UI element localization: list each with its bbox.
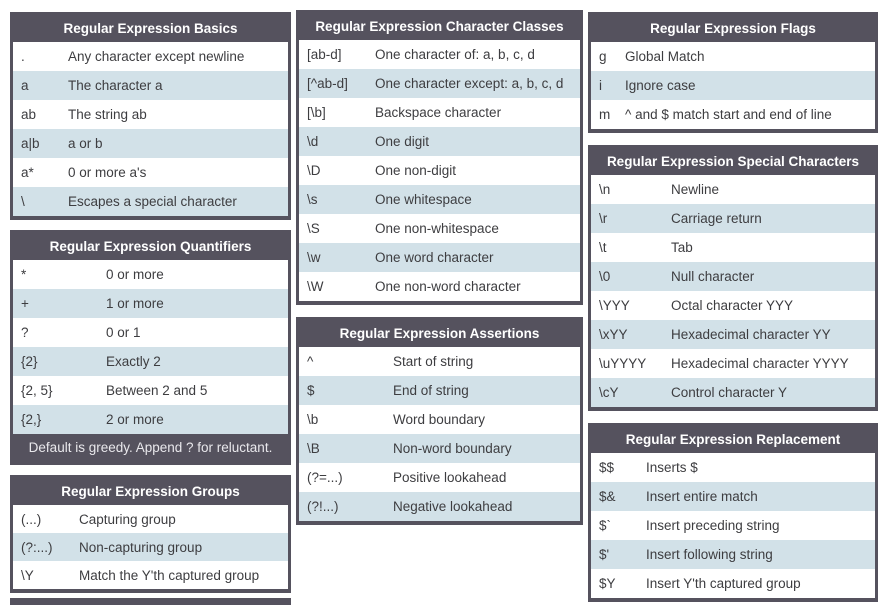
- pattern-cell: $$: [591, 453, 638, 482]
- pattern-cell: ^: [299, 347, 385, 376]
- pattern-cell: \D: [299, 156, 367, 185]
- description-cell: One non-word character: [367, 272, 580, 301]
- pattern-cell: [ab-d]: [299, 40, 367, 69]
- table-row: [591, 71, 875, 100]
- table-row: [13, 347, 288, 376]
- pattern-cell: \B: [299, 434, 385, 463]
- table-row: [591, 569, 875, 598]
- description-cell: Insert following string: [638, 540, 875, 569]
- table-row: [13, 405, 288, 434]
- pattern-cell: (...): [13, 505, 71, 533]
- description-cell: Tab: [663, 233, 875, 262]
- description-cell: Backspace character: [367, 98, 580, 127]
- card-regex-flags: [588, 12, 878, 133]
- table-row: [591, 540, 875, 569]
- table-row: [591, 482, 875, 511]
- description-cell: Control character Y: [663, 378, 875, 407]
- pattern-cell: \b: [299, 405, 385, 434]
- regex-basics-table: [13, 42, 288, 216]
- description-cell: The character a: [60, 71, 288, 100]
- pattern-cell: \xYY: [591, 320, 663, 349]
- table-row: [13, 561, 288, 589]
- pattern-cell: i: [591, 71, 617, 100]
- description-cell: Non-word boundary: [385, 434, 580, 463]
- table-row: [591, 262, 875, 291]
- description-cell: 1 or more: [98, 289, 288, 318]
- description-cell: Match the Y'th captured group: [71, 561, 288, 589]
- table-row: [299, 214, 580, 243]
- description-cell: One whitespace: [367, 185, 580, 214]
- pattern-cell: \cY: [591, 378, 663, 407]
- description-cell: Carriage return: [663, 204, 875, 233]
- card-regex-quantifiers: [10, 230, 291, 465]
- description-cell: End of string: [385, 376, 580, 405]
- table-row: [591, 100, 875, 129]
- table-row: [13, 318, 288, 347]
- table-row: [13, 129, 288, 158]
- column-right: [588, 12, 878, 610]
- pattern-cell: a: [13, 71, 60, 100]
- card-title-special-characters: Regular Expression Special Characters: [591, 148, 875, 175]
- description-cell: 0 or more a's: [60, 158, 288, 187]
- description-cell: Non-capturing group: [71, 533, 288, 561]
- description-cell: Insert preceding string: [638, 511, 875, 540]
- regex-groups-table: [13, 505, 288, 589]
- pattern-cell: \YYY: [591, 291, 663, 320]
- pattern-cell: \w: [299, 243, 367, 272]
- table-row: [591, 291, 875, 320]
- pattern-cell: \n: [591, 175, 663, 204]
- table-row: [299, 69, 580, 98]
- description-cell: Escapes a special character: [60, 187, 288, 216]
- regex-quantifiers-table: [13, 260, 288, 434]
- description-cell: Word boundary: [385, 405, 580, 434]
- pattern-cell: \W: [299, 272, 367, 301]
- pattern-cell: a*: [13, 158, 60, 187]
- description-cell: 0 or more: [98, 260, 288, 289]
- pattern-cell: \0: [591, 262, 663, 291]
- table-row: [299, 405, 580, 434]
- pattern-cell: (?=...): [299, 463, 385, 492]
- description-cell: Start of string: [385, 347, 580, 376]
- pattern-cell: \r: [591, 204, 663, 233]
- regex-special-characters-table: [591, 175, 875, 407]
- card-regex-character-classes: [296, 10, 583, 305]
- description-cell: Hexadecimal character YYYY: [663, 349, 875, 378]
- table-row: [591, 204, 875, 233]
- description-cell: Insert Y'th captured group: [638, 569, 875, 598]
- pattern-cell: (?:...): [13, 533, 71, 561]
- table-row: [591, 453, 875, 482]
- table-row: [299, 492, 580, 521]
- card-title-replacement: Regular Expression Replacement: [591, 426, 875, 453]
- regex-replacement-table: [591, 453, 875, 598]
- table-row: [299, 243, 580, 272]
- card-regex-groups: [10, 475, 291, 593]
- description-cell: 2 or more: [98, 405, 288, 434]
- description-cell: a or b: [60, 129, 288, 158]
- table-row: [299, 463, 580, 492]
- card-regex-assertions: [296, 317, 583, 525]
- description-cell: Negative lookahead: [385, 492, 580, 521]
- table-row: [13, 533, 288, 561]
- table-row: [591, 233, 875, 262]
- pattern-cell: \t: [591, 233, 663, 262]
- pattern-cell: \Y: [13, 561, 71, 589]
- table-row: [299, 98, 580, 127]
- description-cell: Newline: [663, 175, 875, 204]
- description-cell: Between 2 and 5: [98, 376, 288, 405]
- description-cell: Insert entire match: [638, 482, 875, 511]
- pattern-cell: [^ab-d]: [299, 69, 367, 98]
- column-left: [10, 12, 291, 605]
- card-title-flags: Regular Expression Flags: [591, 15, 875, 42]
- table-row: [13, 100, 288, 129]
- pattern-cell: $: [299, 376, 385, 405]
- table-row: [299, 156, 580, 185]
- description-cell: Inserts $: [638, 453, 875, 482]
- pattern-cell: $`: [591, 511, 638, 540]
- description-cell: Hexadecimal character YY: [663, 320, 875, 349]
- card-regex-replacement: [588, 423, 878, 602]
- description-cell: ^ and $ match start and end of line: [617, 100, 875, 129]
- pattern-cell: {2,}: [13, 405, 98, 434]
- pattern-cell: $&: [591, 482, 638, 511]
- description-cell: 0 or 1: [98, 318, 288, 347]
- table-row: [13, 42, 288, 71]
- pattern-cell: .: [13, 42, 60, 71]
- table-row: [591, 175, 875, 204]
- description-cell: One non-digit: [367, 156, 580, 185]
- description-cell: Any character except newline: [60, 42, 288, 71]
- pattern-cell: \s: [299, 185, 367, 214]
- description-cell: Exactly 2: [98, 347, 288, 376]
- table-row: [13, 158, 288, 187]
- pattern-cell: \d: [299, 127, 367, 156]
- description-cell: Ignore case: [617, 71, 875, 100]
- description-cell: One character of: a, b, c, d: [367, 40, 580, 69]
- description-cell: Null character: [663, 262, 875, 291]
- table-row: [299, 347, 580, 376]
- table-row: [13, 289, 288, 318]
- pattern-cell: +: [13, 289, 98, 318]
- pattern-cell: $': [591, 540, 638, 569]
- pattern-cell: \: [13, 187, 60, 216]
- quantifiers-footnote: Default is greedy. Append ? for reluctant.: [13, 434, 288, 461]
- card-regex-basics: [10, 12, 291, 220]
- pattern-cell: {2}: [13, 347, 98, 376]
- regex-assertions-table: [299, 347, 580, 521]
- pattern-cell: \S: [299, 214, 367, 243]
- table-row: [13, 71, 288, 100]
- column-middle: [296, 10, 583, 537]
- description-cell: One digit: [367, 127, 580, 156]
- card-title-assertions: Regular Expression Assertions: [299, 320, 580, 347]
- regex-flags-table: [591, 42, 875, 129]
- card-title-character-classes: Regular Expression Character Classes: [299, 13, 580, 40]
- description-cell: Capturing group: [71, 505, 288, 533]
- table-row: [591, 378, 875, 407]
- description-cell: Octal character YYY: [663, 291, 875, 320]
- regex-character-classes-table: [299, 40, 580, 301]
- table-row: [299, 272, 580, 301]
- table-row: [299, 40, 580, 69]
- table-row: [13, 376, 288, 405]
- table-row: [13, 505, 288, 533]
- table-row: [13, 187, 288, 216]
- description-cell: Positive lookahead: [385, 463, 580, 492]
- table-row: [13, 260, 288, 289]
- pattern-cell: $Y: [591, 569, 638, 598]
- pattern-cell: (?!...): [299, 492, 385, 521]
- card-title-groups: Regular Expression Groups: [13, 478, 288, 505]
- table-row: [299, 376, 580, 405]
- card-title-basics: Regular Expression Basics: [13, 15, 288, 42]
- description-cell: One character except: a, b, c, d: [367, 69, 580, 98]
- table-row: [591, 511, 875, 540]
- cutoff-card-top-edge: [10, 598, 291, 605]
- pattern-cell: {2, 5}: [13, 376, 98, 405]
- pattern-cell: [\b]: [299, 98, 367, 127]
- table-row: [299, 434, 580, 463]
- table-row: [591, 349, 875, 378]
- pattern-cell: ?: [13, 318, 98, 347]
- description-cell: The string ab: [60, 100, 288, 129]
- table-row: [299, 127, 580, 156]
- description-cell: Global Match: [617, 42, 875, 71]
- card-regex-special-characters: [588, 145, 878, 411]
- table-row: [591, 42, 875, 71]
- pattern-cell: g: [591, 42, 617, 71]
- pattern-cell: *: [13, 260, 98, 289]
- pattern-cell: m: [591, 100, 617, 129]
- pattern-cell: \uYYYY: [591, 349, 663, 378]
- table-row: [299, 185, 580, 214]
- pattern-cell: ab: [13, 100, 60, 129]
- description-cell: One non-whitespace: [367, 214, 580, 243]
- table-row: [591, 320, 875, 349]
- card-title-quantifiers: Regular Expression Quantifiers: [13, 233, 288, 260]
- description-cell: One word character: [367, 243, 580, 272]
- pattern-cell: a|b: [13, 129, 60, 158]
